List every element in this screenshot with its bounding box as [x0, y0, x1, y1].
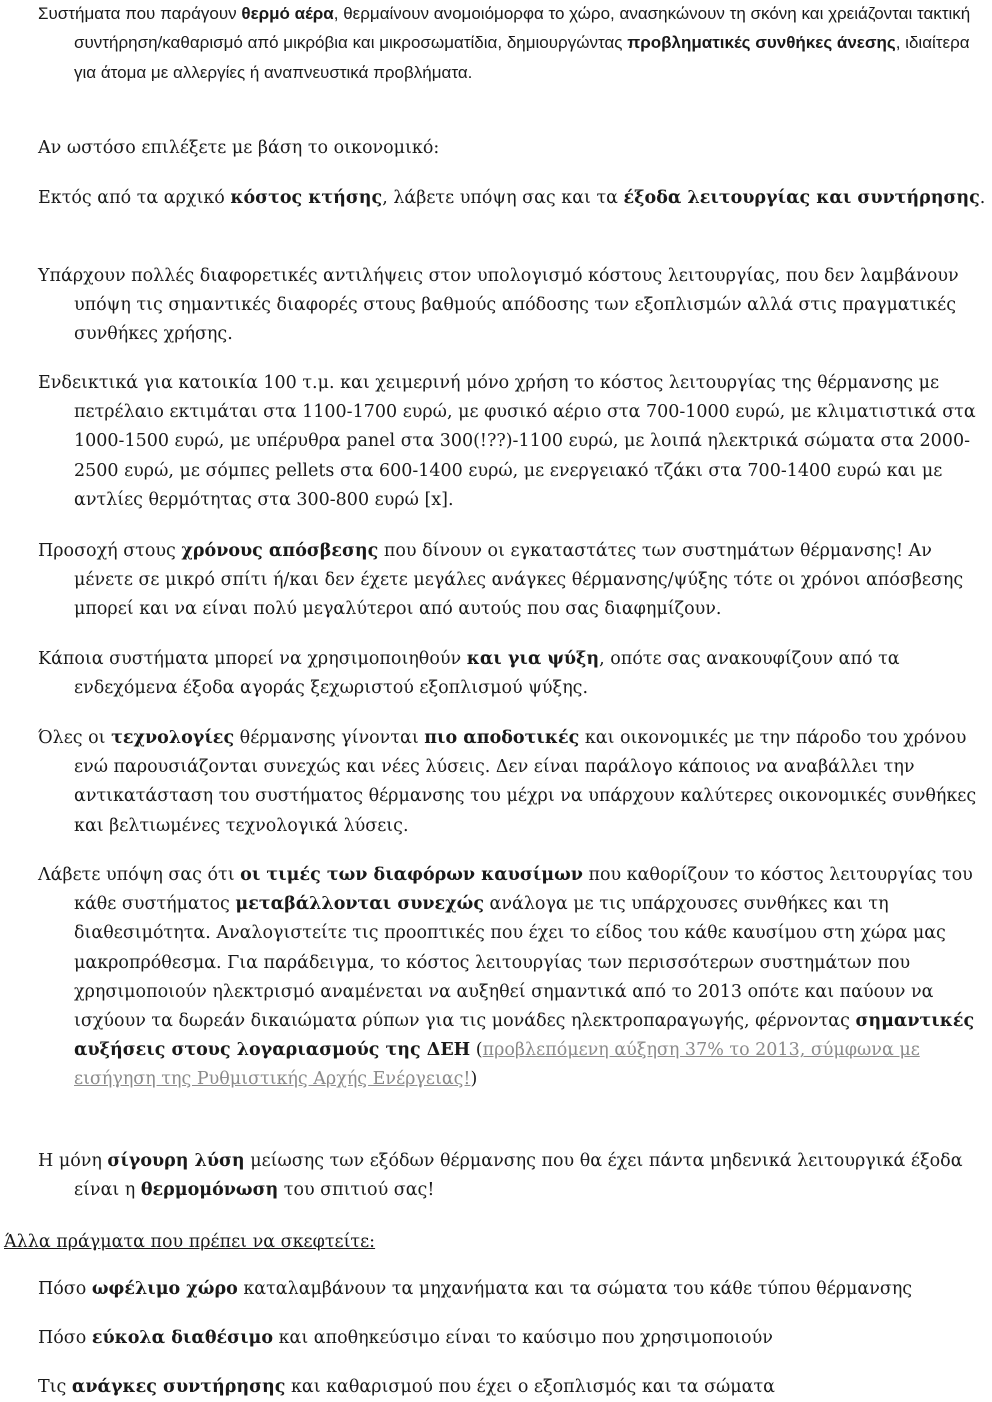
text: του σπιτιού σας! [278, 1180, 435, 1201]
text: Συστήματα που παράγουν [38, 4, 242, 23]
bold-text: πιο αποδοτικές [424, 728, 580, 748]
bold-text: έξοδα λειτουργίας και συντήρησης [623, 188, 980, 208]
text: , θερμαίνουν ανομοιόμορφα το χώρο, ανασηκώνουν τη σκόνη και χρειάζονται τακτική συντήρηση/καθαρισμό από μικρόβια και μικροσωματίδια, δημιουργώντας [74, 4, 971, 53]
text: Ενδεικτικά για κατοικία 100 τ.μ. και χειμερινή μόνο χρήση το κόστος λειτουργίας της θέρμανσης με πετρέλαιο εκτιμάται στα 1100-1700 ευρώ, με φυσικό αέριο στα 700-1000 ευρώ, με κλιματιστικά στα 1000-1500 ευρώ, με υπέρυθρα panel στα 300(!??)-1100 ευρώ, με λοιπά ηλεκτρικά σώματα στα 2000-2500 ευρώ, με σόμπες pellets στα 600-1400 ευρώ, με ενεργειακό τζάκι στα 700-1400 ευρώ και με αντλίες θερμότητας στα 300-800 ευρώ [x]. [38, 373, 976, 510]
paragraph-hot-air-systems [38, 0, 992, 87]
text: ανάλογα με τις υπάρχουσες συνθήκες και τη διαθεσιμότητα. Αναλογιστείτε τις προοπτικές που έχει το είδος του κάθε καυσίμου στη χώρα μας μακροπρόθεσμα. Για παράδειγμα, το κόστος λειτουργίας των περισσότερων συστημάτων που χρησιμοποιούν ηλεκτρισμό αναμένεται να αυξηθεί σημαντικά από το 2013 οπότε και παύουν να ισχύουν τα δωρεάν δικαιώματα ρύπων για τις μονάδες ηλεκτροπαραγωγής, φέρνοντας [74, 894, 946, 1032]
bold-text: ανάγκες συντήρησης [71, 1377, 286, 1397]
section-heading: Άλλα πράγματα που πρέπει να σκεφτείτε: [4, 1232, 376, 1252]
text: ( [470, 1040, 483, 1061]
rae-proposal-link[interactable]: προβλεπόμενη αύξηση 37% το 2013, σύμφωνα με εισήγηση της Ρυθμιστικής Αρχής Ενέργειας! [74, 1040, 920, 1090]
bold-text: θερμό αέρα [241, 4, 334, 23]
bold-text: θερμομόνωση [140, 1180, 279, 1201]
text: καταλαμβάνουν τα μηχανήματα και τα σώματα του κάθε τύπου θέρμανσης [237, 1279, 913, 1299]
text: και οικονομικές με την πάροδο του χρόνου ενώ παρουσιάζονται συνεχώς και νέες λύσεις. Δεν είναι παράλογο κάποιος να αναβάλλει την αντικατάσταση του συστήματος θέρμανσης του μέχρι να υπάρχουν καλύτερες οικονομικές συνθήκες και βελτιωμένες τεχνολογικά λύσεις. [74, 728, 977, 836]
bold-text: και για ψύξη [466, 649, 600, 669]
paragraph-technologies [38, 724, 992, 841]
bullet-fuel-availability [38, 1324, 992, 1353]
text: Κάποια συστήματα μπορεί να χρησιμοποιηθούν [38, 649, 467, 669]
bold-text: προβληματικές συνθήκες άνεσης [627, 33, 896, 53]
text: Πόσο [38, 1328, 92, 1348]
text: Υπάρχουν πολλές διαφορετικές αντιλήψεις στον υπολογισμό κόστους λειτουργίας, που δεν λαμβάνουν υπόψη τις σημαντικές διαφορές στους βαθμούς απόδοσης των εξοπλισμών αλλά στις πραγματικές συνθήκες χρήσης. [38, 266, 959, 345]
bold-text: μεταβάλλονται συνεχώς [235, 894, 484, 915]
text: και αποθηκεύσιμο είναι το καύσιμο που χρησιμοποιούν [273, 1328, 773, 1348]
bullet-maintenance [38, 1373, 992, 1402]
text: Λάβετε υπόψη σας ότι [38, 865, 241, 885]
paragraph-insulation [38, 1147, 992, 1205]
bold-text: σίγουρη λύση [107, 1151, 245, 1171]
paragraph-payback-time [38, 537, 992, 625]
paragraph-cooling [38, 645, 992, 703]
text: Εκτός από τα αρχικό [38, 188, 231, 208]
text: Τις [38, 1377, 72, 1397]
text: που δίνουν οι εγκαταστάτες των συστημάτων θέρμανσης! Αν μένετε σε μικρό σπίτι ή/και δεν έχετε μεγάλες ανάγκες θέρμανσης/ψύξης τότε οι χρόνοι απόσβεσης μπορεί και να είναι πολύ μεγαλύτεροι από αυτούς που σας διαφημίζουν. [74, 541, 964, 620]
text: θέρμανσης γίνονται [234, 728, 425, 748]
bold-text: εύκολα διαθέσιμο [91, 1328, 274, 1348]
text: , οπότε σας ανακουφίζουν από τα ενδεχόμενα έξοδα αγοράς ξεχωριστού εξοπλισμού ψύξης. [74, 649, 900, 699]
bold-text: ωφέλιμο χώρο [91, 1279, 238, 1299]
text: Πόσο [38, 1279, 92, 1299]
bold-text: τεχνολογίες [111, 728, 235, 748]
text: που καθορίζουν το κόστος λειτουργίας του κάθε συστήματος [74, 865, 973, 915]
text: ) [470, 1069, 478, 1090]
bold-text: σημαντικές αυξήσεις στους λογαριασμούς της ΔΕΗ [74, 1011, 975, 1061]
text: , ιδιαίτερα για άτομα με αλλεργίες ή αναπνευστικά προβλήματα. [74, 33, 970, 82]
text: μείωσης των εξόδων θέρμανσης που θα έχει πάντα μηδενικά λειτουργικά έξοδα είναι η [74, 1151, 963, 1201]
text: Όλες οι [38, 728, 112, 748]
paragraph-acquisition-cost [38, 184, 992, 213]
bold-text: κόστος κτήσης [230, 188, 383, 208]
text: Η μόνη [38, 1151, 108, 1171]
bold-text: χρόνους απόσβεσης [181, 541, 379, 561]
text: Προσοχή στους [38, 541, 182, 561]
text: Αν ωστόσο επιλέξετε με βάση το οικονομικό: [38, 138, 440, 158]
text: , λάβετε υπόψη σας και τα [382, 188, 624, 208]
bold-text: οι τιμές των διαφόρων καυσίμων [240, 865, 583, 885]
text: . [979, 188, 986, 208]
bullet-useful-space [38, 1275, 992, 1304]
paragraph-indicative-costs [38, 369, 992, 515]
paragraph-fuel-prices [38, 861, 992, 1095]
paragraph-economic-choice [38, 134, 992, 163]
paragraph-cost-perceptions [38, 262, 992, 350]
text: και καθαρισμού που έχει ο εξοπλισμός και τα σώματα [285, 1377, 775, 1397]
